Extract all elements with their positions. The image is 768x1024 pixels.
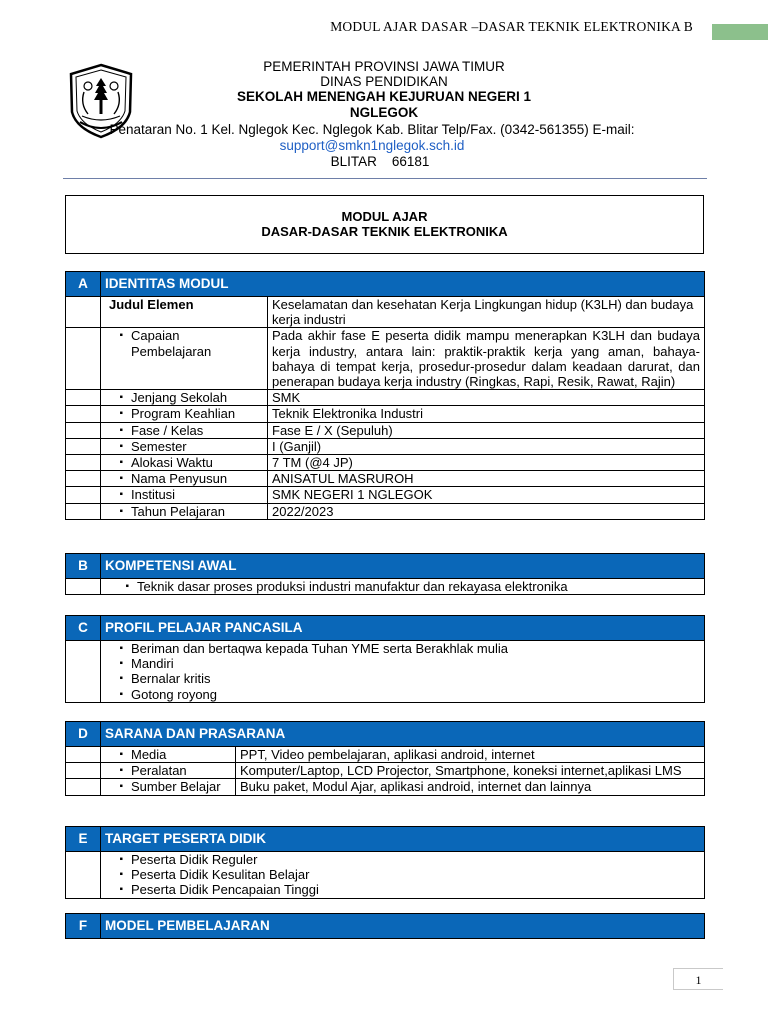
page-number: 1 [673,968,723,990]
section-e-header [66,827,705,852]
row-label: Judul Elemen [101,297,268,328]
table-row: ▪ Program Keahlian Teknik Elektronika Industri [66,406,705,422]
list-item: Gotong royong [131,686,218,702]
row-label: Jenjang Sekolah [131,390,228,406]
section-b-header [66,554,705,579]
row-label: Peralatan [131,763,187,779]
table-row: ▪ Fase / Kelas Fase E / X (Sepuluh) [66,422,705,438]
row-label: Institusi [131,487,176,503]
table-row: ▪ Peserta Didik Reguler ▪ Peserta Didik Kesulitan Belajar ▪ Peserta Didik Pencapaian Tinggi [66,852,705,899]
letterhead-department: DINAS PENDIDIKAN [320,74,448,89]
row-label: Sumber Belajar [131,779,221,795]
row-label: Media [131,747,167,762]
section-a-header [66,272,705,297]
row-label: Nama Penyusun [131,471,228,487]
letterhead-government: PEMERINTAH PROVINSI JAWA TIMUR [263,59,505,74]
list-item: Peserta Didik Reguler [131,852,258,867]
section-heading: KOMPETENSI AWAL [101,554,705,579]
table-row: ▪ Alokasi Waktu 7 TM (@4 JP) [66,455,705,471]
section-d-header [66,722,705,747]
section-heading: IDENTITAS MODUL [101,272,705,297]
section-letter: D [66,722,101,747]
letterhead-city: BLITAR 66181 [330,154,430,169]
list-item: Peserta Didik Kesulitan Belajar [131,867,310,883]
table-row: ▪ Tahun Pelajaran 2022/2023 [66,503,705,519]
row-value: Keselamatan dan kesehatan Kerja Lingkungan hidup (K3LH) dan budaya kerja industri [268,297,705,328]
list-item: Peserta Didik Pencapaian Tinggi [131,882,319,898]
table-row: ▪ Jenjang Sekolah SMK [66,390,705,406]
row-value: Pada akhir fase E peserta didik mampu menerapkan K3LH dan budaya kerja industry, antara lain: praktik-praktik kerja yang aman, bahaya-bahaya di tempat kerja, prosedur-prosedur dalam keadaan darurat, dan penerapan budaya kerja industry (Ringkas, Rapi, Resik, Rawat, Rajin) [268,328,705,390]
row-value: Buku paket, Modul Ajar, aplikasi android, internet dan lainnya [236,779,705,795]
list-item: Mandiri [131,656,174,672]
table-row: ▪ Nama Penyusun ANISATUL MASRUROH [66,471,705,487]
section-heading: TARGET PESERTA DIDIK [101,827,705,852]
row-value: 2022/2023 [268,503,705,519]
section-heading: MODEL PEMBELAJARAN [101,914,705,939]
section-heading: SARANA DAN PRASARANA [101,722,705,747]
row-label: Alokasi Waktu [131,455,213,471]
row-label: Fase / Kelas [131,422,204,438]
list-item: Teknik dasar proses produksi industri manufaktur dan rekayasa elektronika [137,579,568,594]
section-heading: PROFIL PELAJAR PANCASILA [101,616,705,641]
section-letter: B [66,554,101,579]
row-value: PPT, Video pembelajaran, aplikasi android, internet [236,747,705,763]
letterhead-divider [63,178,707,179]
table-row: ▪ Capaian Pembelajaran Pada akhir fase E peserta didik mampu menerapkan K3LH dan budaya kerja industry, antara lain: praktik-praktik kerja yang aman, bahaya-bahaya di tempat kerja, prosedur-prosedur dalam keadaan darurat, dan penerapan budaya kerja industry (Ringkas, Rapi, Resik, Rawat, Rajin) [66,328,705,390]
list-item: Beriman dan bertaqwa kepada Tuhan YME serta Berakhlak mulia [131,641,508,656]
table-row: ▪ Semester I (Ganjil) [66,438,705,454]
row-label: Program Keahlian [131,406,236,422]
row-value: 7 TM (@4 JP) [268,455,705,471]
section-f-table [65,913,705,939]
table-row: ▪ Peralatan Komputer/Laptop, LCD Projector, Smartphone, koneksi internet,aplikasi LMS [66,763,705,779]
table-row: ▪ Sumber Belajar Buku paket, Modul Ajar, aplikasi android, internet dan lainnya [66,779,705,795]
section-letter: E [66,827,101,852]
letterhead-email-line [0,138,756,153]
section-letter: C [66,616,101,641]
table-row: ▪ Institusi SMK NEGERI 1 NGLEGOK [66,487,705,503]
section-b-table [65,553,705,595]
row-value: SMK [268,390,705,406]
section-f-header [66,914,705,939]
module-title-box [65,195,704,254]
row-value: Teknik Elektronika Industri [268,406,705,422]
section-letter: F [66,914,101,939]
row-label: Capaian Pembelajaran [131,328,212,359]
table-row: ▪ Teknik dasar proses produksi industri manufaktur dan rekayasa elektronika [66,579,705,595]
section-a-table [65,271,705,520]
row-label: Tahun Pelajaran [131,503,225,519]
letterhead-address: Penataran No. 1 Kel. Nglegok Kec. Nglegok Kab. Blitar Telp/Fax. (0342-561355) E-mail: [109,122,635,137]
section-c-table [65,615,705,703]
section-e-table [65,826,705,899]
module-subtitle: DASAR-DASAR TEKNIK ELEKTRONIKA [261,224,508,239]
list-item: Bernalar kritis [131,671,211,687]
email-link[interactable]: support@smkn1nglegok.sch.id [279,138,465,153]
table-row: ▪ Media PPT, Video pembelajaran, aplikasi android, internet [66,747,705,763]
letterhead-school: SEKOLAH MENENGAH KEJURUAN NEGERI 1 [236,89,532,104]
module-title: MODUL AJAR [341,209,428,224]
header-accent-bar [712,24,768,40]
running-header: MODUL AJAR DASAR –DASAR TEKNIK ELEKTRONIKA B [330,19,693,34]
table-row [66,297,705,328]
section-d-table [65,721,705,796]
row-value: Komputer/Laptop, LCD Projector, Smartphone, koneksi internet,aplikasi LMS [236,763,705,779]
section-letter: A [66,272,101,297]
row-value: Fase E / X (Sepuluh) [268,422,705,438]
row-label: Semester [131,438,187,454]
row-value: ANISATUL MASRUROH [268,471,705,487]
row-value: SMK NEGERI 1 NGLEGOK [268,487,705,503]
row-value: I (Ganjil) [268,438,705,454]
section-c-header [66,616,705,641]
letterhead-school-location: NGLEGOK [349,105,419,120]
table-row: ▪ Beriman dan bertaqwa kepada Tuhan YME serta Berakhlak mulia ▪ Mandiri ▪ Bernalar kritis ▪ Gotong royong [66,641,705,703]
